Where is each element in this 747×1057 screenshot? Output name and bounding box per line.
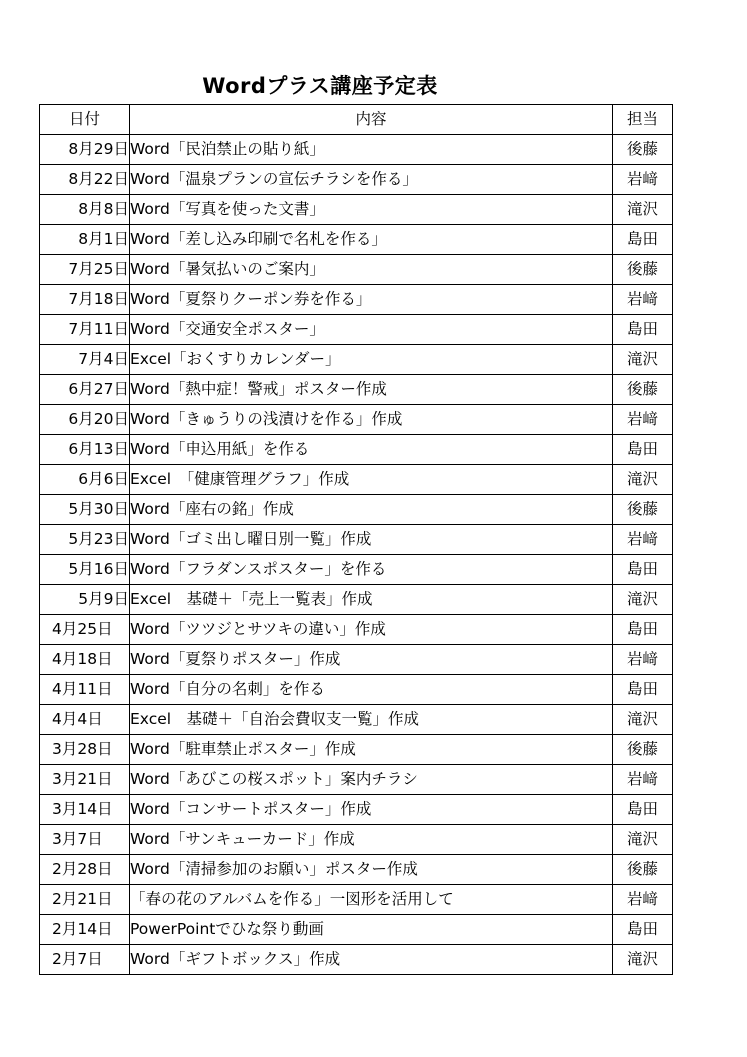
staff-cell: 滝沢 xyxy=(613,945,673,975)
date-cell: 6月13日 xyxy=(40,435,130,465)
table-row xyxy=(40,735,673,765)
staff-cell: 島田 xyxy=(613,555,673,585)
date-cell: 2月21日 xyxy=(40,885,130,915)
date-cell: 5月30日 xyxy=(40,495,130,525)
staff-cell: 滝沢 xyxy=(613,345,673,375)
content-cell: 「春の花のアルバムを作る」一図形を活用して xyxy=(130,885,613,915)
staff-cell: 滝沢 xyxy=(613,465,673,495)
content-cell: Excel「おくすりカレンダー」 xyxy=(130,345,613,375)
date-cell: 4月11日 xyxy=(40,675,130,705)
table-header xyxy=(40,105,673,135)
content-cell: Word「コンサートポスター」作成 xyxy=(130,795,613,825)
header-row xyxy=(40,105,673,135)
staff-cell: 滝沢 xyxy=(613,825,673,855)
table-row xyxy=(40,465,673,495)
content-cell: Word「清掃参加のお願い」ポスター作成 xyxy=(130,855,613,885)
table-row xyxy=(40,585,673,615)
table-row xyxy=(40,435,673,465)
table-row xyxy=(40,915,673,945)
date-cell: 2月14日 xyxy=(40,915,130,945)
date-cell: 4月25日 xyxy=(40,615,130,645)
staff-cell: 岩﨑 xyxy=(613,285,673,315)
staff-cell: 島田 xyxy=(613,675,673,705)
staff-cell: 島田 xyxy=(613,435,673,465)
column-header-content: 内容 xyxy=(130,105,613,135)
date-cell: 7月11日 xyxy=(40,315,130,345)
date-cell: 5月23日 xyxy=(40,525,130,555)
date-cell: 8月8日 xyxy=(40,195,130,225)
content-cell: Word「サンキューカード」作成 xyxy=(130,825,613,855)
content-cell: Word「民泊禁止の貼り紙」 xyxy=(130,135,613,165)
schedule-table xyxy=(39,104,673,975)
content-cell: Word「ゴミ出し曜日別一覧」作成 xyxy=(130,525,613,555)
table-row xyxy=(40,675,673,705)
content-cell: Word「暑気払いのご案内」 xyxy=(130,255,613,285)
table-row xyxy=(40,555,673,585)
table-row xyxy=(40,645,673,675)
content-cell: Excel 基礎＋「自治会費収支一覧」作成 xyxy=(130,705,613,735)
staff-cell: 島田 xyxy=(613,615,673,645)
content-cell: Word「写真を使った文書」 xyxy=(130,195,613,225)
date-cell: 2月28日 xyxy=(40,855,130,885)
staff-cell: 後藤 xyxy=(613,255,673,285)
staff-cell: 滝沢 xyxy=(613,705,673,735)
staff-cell: 岩﨑 xyxy=(613,525,673,555)
date-cell: 3月14日 xyxy=(40,795,130,825)
page-title: Wordプラス講座予定表 xyxy=(202,74,438,98)
table-row xyxy=(40,495,673,525)
table-row xyxy=(40,945,673,975)
content-cell: Word「交通安全ポスター」 xyxy=(130,315,613,345)
content-cell: Word「夏祭りポスター」作成 xyxy=(130,645,613,675)
content-cell: Word「夏祭りクーポン券を作る」 xyxy=(130,285,613,315)
table-row xyxy=(40,375,673,405)
date-cell: 6月20日 xyxy=(40,405,130,435)
content-cell: Word「差し込み印刷で名札を作る」 xyxy=(130,225,613,255)
table-row xyxy=(40,795,673,825)
table-row xyxy=(40,705,673,735)
staff-cell: 後藤 xyxy=(613,735,673,765)
staff-cell: 岩﨑 xyxy=(613,645,673,675)
content-cell: Word「あびこの桜スポット」案内チラシ xyxy=(130,765,613,795)
table-row xyxy=(40,345,673,375)
staff-cell: 島田 xyxy=(613,915,673,945)
table-body xyxy=(40,135,673,975)
content-cell: Word「自分の名刺」を作る xyxy=(130,675,613,705)
content-cell: PowerPointでひな祭り動画 xyxy=(130,915,613,945)
content-cell: Word「熱中症！警戒」ポスター作成 xyxy=(130,375,613,405)
date-cell: 2月7日 xyxy=(40,945,130,975)
staff-cell: 岩﨑 xyxy=(613,765,673,795)
date-cell: 6月27日 xyxy=(40,375,130,405)
table-row xyxy=(40,405,673,435)
date-cell: 8月29日 xyxy=(40,135,130,165)
column-header-date: 日付 xyxy=(40,105,130,135)
table-row xyxy=(40,825,673,855)
date-cell: 7月25日 xyxy=(40,255,130,285)
date-cell: 8月22日 xyxy=(40,165,130,195)
staff-cell: 後藤 xyxy=(613,135,673,165)
table-row xyxy=(40,315,673,345)
staff-cell: 岩﨑 xyxy=(613,165,673,195)
date-cell: 5月9日 xyxy=(40,585,130,615)
staff-cell: 滝沢 xyxy=(613,195,673,225)
column-header-staff: 担当 xyxy=(613,105,673,135)
table-row xyxy=(40,195,673,225)
date-cell: 6月6日 xyxy=(40,465,130,495)
staff-cell: 後藤 xyxy=(613,375,673,405)
staff-cell: 島田 xyxy=(613,795,673,825)
content-cell: Excel 基礎＋「売上一覧表」作成 xyxy=(130,585,613,615)
table-row xyxy=(40,135,673,165)
table-row xyxy=(40,615,673,645)
date-cell: 4月4日 xyxy=(40,705,130,735)
content-cell: Word「申込用紙」を作る xyxy=(130,435,613,465)
content-cell: Word「ツツジとサツキの違い」作成 xyxy=(130,615,613,645)
staff-cell: 滝沢 xyxy=(613,585,673,615)
content-cell: Word「ギフトボックス」作成 xyxy=(130,945,613,975)
staff-cell: 島田 xyxy=(613,225,673,255)
table-row xyxy=(40,285,673,315)
date-cell: 3月7日 xyxy=(40,825,130,855)
staff-cell: 後藤 xyxy=(613,855,673,885)
date-cell: 5月16日 xyxy=(40,555,130,585)
table-row xyxy=(40,255,673,285)
date-cell: 3月28日 xyxy=(40,735,130,765)
staff-cell: 岩﨑 xyxy=(613,885,673,915)
content-cell: Word「駐車禁止ポスター」作成 xyxy=(130,735,613,765)
date-cell: 8月1日 xyxy=(40,225,130,255)
content-cell: Word「座右の銘」作成 xyxy=(130,495,613,525)
staff-cell: 岩﨑 xyxy=(613,405,673,435)
staff-cell: 後藤 xyxy=(613,495,673,525)
staff-cell: 島田 xyxy=(613,315,673,345)
date-cell: 4月18日 xyxy=(40,645,130,675)
table-row xyxy=(40,885,673,915)
content-cell: Word「フラダンスポスター」を作る xyxy=(130,555,613,585)
content-cell: Excel 「健康管理グラフ」作成 xyxy=(130,465,613,495)
date-cell: 3月21日 xyxy=(40,765,130,795)
table-row xyxy=(40,165,673,195)
date-cell: 7月18日 xyxy=(40,285,130,315)
table-row xyxy=(40,765,673,795)
content-cell: Word「温泉プランの宣伝チラシを作る」 xyxy=(130,165,613,195)
content-cell: Word「きゅうりの浅漬けを作る」作成 xyxy=(130,405,613,435)
table-row xyxy=(40,525,673,555)
date-cell: 7月4日 xyxy=(40,345,130,375)
table-row xyxy=(40,225,673,255)
table-row xyxy=(40,855,673,885)
